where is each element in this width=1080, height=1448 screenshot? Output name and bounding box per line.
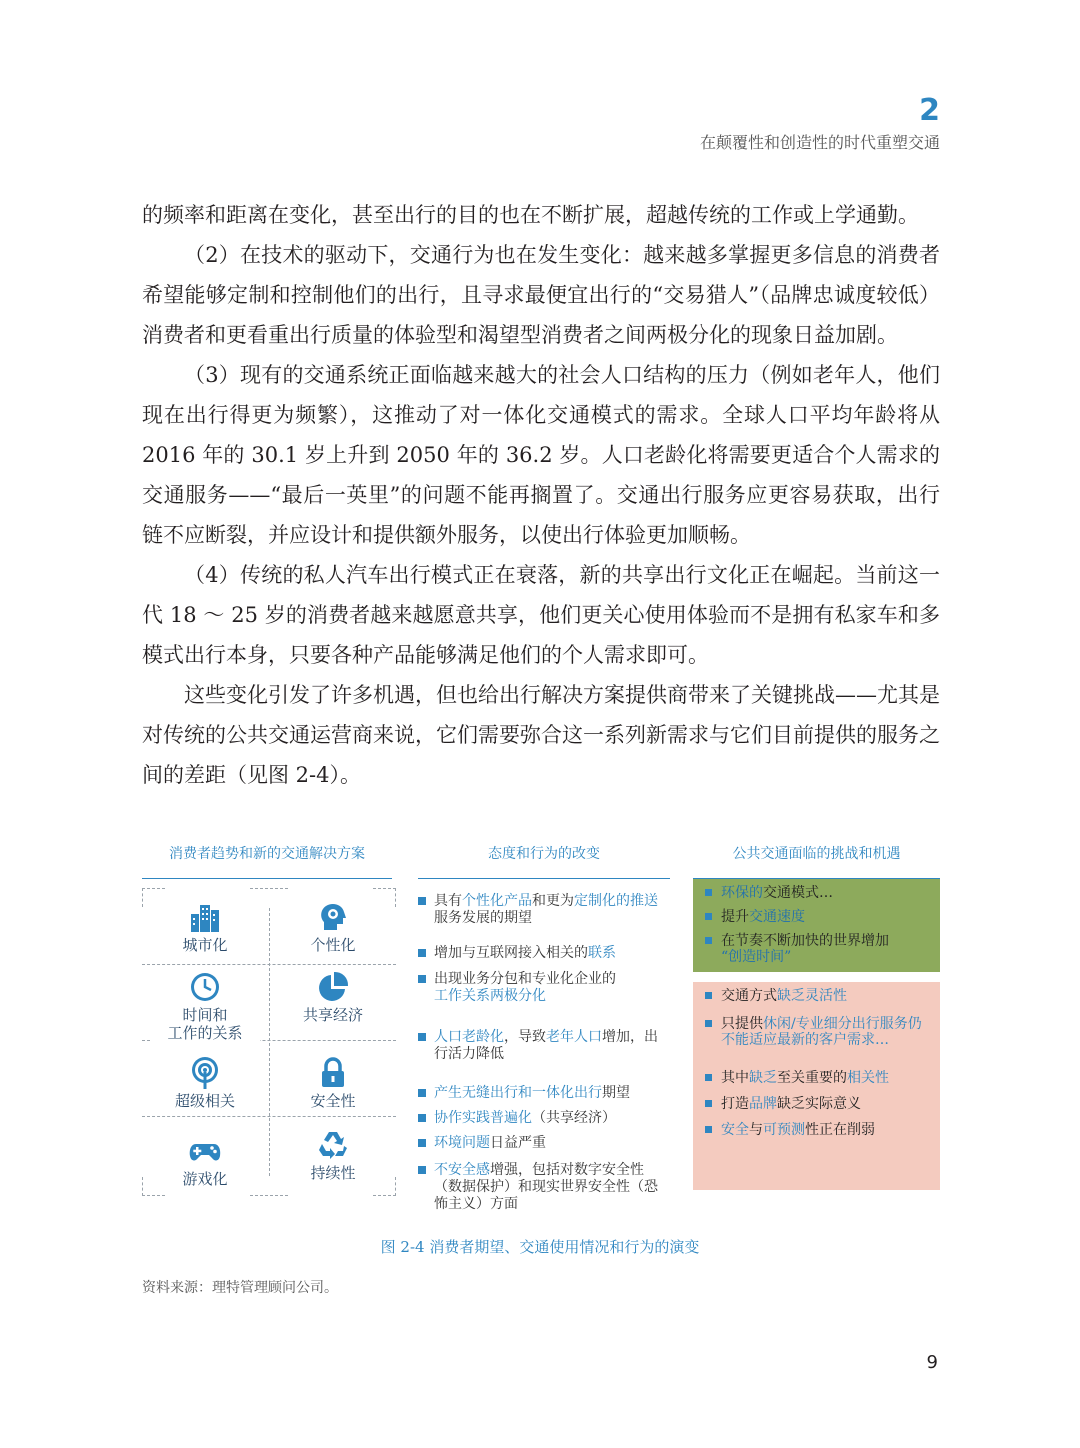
list-item: 环境问题日益严重 bbox=[418, 1135, 670, 1152]
list-item: 环保的交通模式… bbox=[703, 885, 930, 901]
gamepad-icon bbox=[188, 1134, 222, 1168]
list-item: 只提供休闲/专业细分出行服务仍不能适应最新的客户需求… bbox=[703, 1016, 930, 1048]
trend-label: 持续性 bbox=[310, 1164, 356, 1182]
trend-sharing-economy bbox=[278, 970, 388, 1024]
recycle-icon bbox=[316, 1128, 350, 1162]
trend-label: 时间和 工作的关系 bbox=[167, 1006, 243, 1042]
column-2-rule bbox=[418, 878, 670, 879]
trend-label: 共享经济 bbox=[302, 1006, 363, 1024]
paragraph-4: （4）传统的私人汽车出行模式正在衰落，新的共享出行文化正在崛起。当前这一代 18 ～ 25 岁的消费者越来越愿意共享，他们更关心使用体验而不是拥有私家车和多模式出行本身，只要各种产品能够满足他们的个人需求即可。 bbox=[142, 563, 940, 667]
paragraph-2: （2）在技术的驱动下，交通行为也在发生变化：越来越多掌握更多信息的消费者希望能够定制和控制他们的出行，且寻求最便宜出行的“交易猎人”（品牌忠诚度较低）消费者和更看重出行质量的体验型和渴望型消费者之间两极分化的现象日益加剧。 bbox=[142, 243, 940, 347]
paragraph-5: 这些变化引发了许多机遇，但也给出行解决方案提供商带来了关键挑战——尤其是对传统的公共交通运营商来说，它们需要弥合这一系列新需求与它们目前提供的服务之间的差距（见图 2-4）。 bbox=[142, 683, 940, 787]
list-item: 协作实践普遍化（共享经济） bbox=[418, 1110, 670, 1127]
list-item: 人口老龄化，导致老年人口增加，出行活力降低 bbox=[418, 1029, 670, 1063]
chapter-title: 在颠覆性和创造性的时代重塑交通 bbox=[699, 133, 940, 152]
list-item: 提升交通速度 bbox=[703, 909, 930, 925]
opportunities-box bbox=[693, 879, 940, 972]
body-text bbox=[142, 195, 940, 795]
figure-column-1-title: 消费者趋势和新的交通解决方案 bbox=[169, 846, 365, 862]
lock-icon bbox=[316, 1056, 350, 1090]
paragraph-3: （3）现有的交通系统正面临越来越大的社会人口结构的压力（例如老年人，他们现在出行得更为频繁），这推动了对一体化交通模式的需求。全球人口平均年龄将从 2016 年的 30.1 岁上升到 2050 年的 36.2 岁。人口老龄化将需要更适合个人需求的交通服务——“最后一英里”的问题不能再搁置了。交通出行服务应更容易获取，出行链不应断裂，并应设计和提供额外服务，以使出行体验更加顺畅。 bbox=[142, 363, 940, 547]
list-item: 在节奏不断加快的世界增加 “创造时间” bbox=[703, 933, 930, 965]
trend-urbanization bbox=[150, 900, 260, 954]
head-gear-icon bbox=[316, 900, 350, 934]
trend-sustainability bbox=[278, 1128, 388, 1182]
trend-label: 个性化 bbox=[310, 936, 356, 954]
signal-icon bbox=[188, 1056, 222, 1090]
list-item: 打造品牌缺乏实际意义 bbox=[703, 1096, 930, 1112]
trend-personalization bbox=[278, 900, 388, 954]
trend-label: 超级相关 bbox=[174, 1092, 235, 1110]
list-item: 交通方式缺乏灵活性 bbox=[703, 988, 930, 1004]
figure-column-2-title: 态度和行为的改变 bbox=[488, 846, 600, 862]
list-item: 不安全感增强，包括对数字安全性（数据保护）和现实世界安全性（恐怖主义）方面 bbox=[418, 1162, 670, 1213]
paragraph-1: 的频率和距离在变化，甚至出行的目的也在不断扩展，超越传统的工作或上学通勤。 bbox=[142, 203, 919, 227]
list-item: 具有个性化产品和更为定制化的推送服务发展的期望 bbox=[418, 893, 670, 927]
clock-icon bbox=[188, 970, 222, 1004]
list-item: 增加与互联网接入相关的联系 bbox=[418, 945, 670, 962]
chapter-number: 2 bbox=[919, 93, 940, 128]
figure-source: 资料来源：理特管理顾问公司。 bbox=[142, 1280, 338, 1296]
column-1-rule bbox=[142, 878, 392, 879]
trend-security bbox=[278, 1056, 388, 1110]
list-item: 其中缺乏至关重要的相关性 bbox=[703, 1070, 930, 1086]
trend-label: 城市化 bbox=[182, 936, 228, 954]
city-icon bbox=[188, 900, 222, 934]
list-item: 安全与可预测性正在削弱 bbox=[703, 1122, 930, 1138]
behavior-change-list bbox=[418, 893, 670, 1221]
trend-gamification bbox=[150, 1134, 260, 1188]
pie-chart-icon bbox=[316, 970, 350, 1004]
page-number: 9 bbox=[926, 1352, 938, 1373]
figure-column-3-title: 公共交通面临的挑战和机遇 bbox=[732, 846, 901, 862]
figure-caption: 图 2-4 消费者期望、交通使用情况和行为的演变 bbox=[380, 1238, 700, 1256]
list-item: 产生无缝出行和一体化出行期望 bbox=[418, 1085, 670, 1102]
challenges-box bbox=[693, 982, 940, 1190]
list-item: 出现业务分包和专业化企业的 工作关系两极分化 bbox=[418, 971, 670, 1005]
trend-label: 安全性 bbox=[310, 1092, 356, 1110]
trend-label: 游戏化 bbox=[182, 1170, 228, 1188]
trend-hyper-relevance bbox=[150, 1056, 260, 1110]
trend-icon-grid bbox=[142, 888, 396, 1196]
trend-time-work bbox=[150, 970, 260, 1042]
